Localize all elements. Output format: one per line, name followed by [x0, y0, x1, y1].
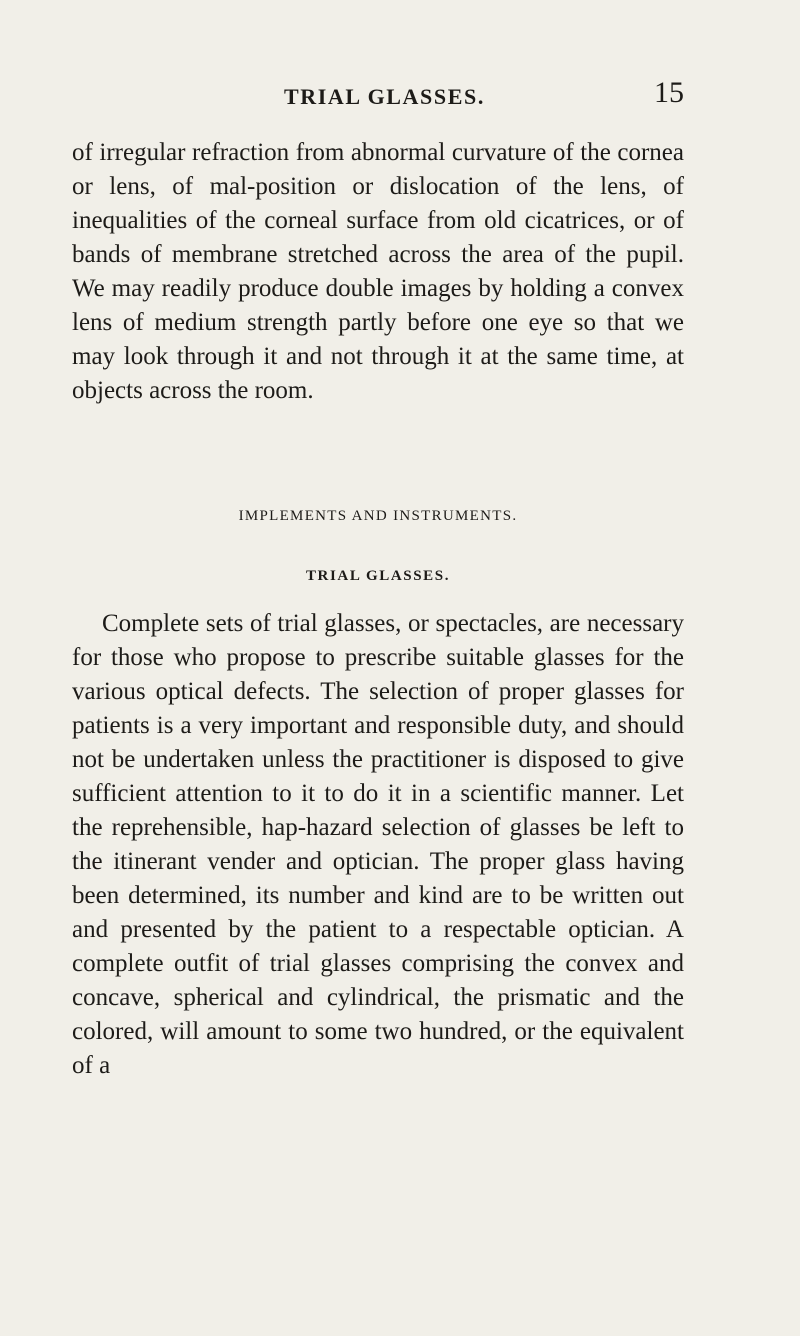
section-heading: IMPLEMENTS AND INSTRUMENTS. — [238, 508, 518, 524]
body-paragraph-continued: of irregular refraction from abnormal curvature of the cornea or lens, of mal-position or dislocation of the lens, of inequalities of the corneal surface from old cicatrices, or of bands of membrane stretched across the area of the pupil. We may readily produce double images by holding a convex lens of medium strength partly before one eye so that we may look through it and not through it at the same time, at objects across the room. — [72, 139, 684, 404]
page-number: 15 — [654, 76, 684, 109]
body-paragraph-trial-glasses: Complete sets of trial glasses, or spectacles, are necessary for those who propose to prescribe suitable glasses for the various optical defects. The selection of proper glasses for patients is a very important and responsible duty, and should not be undertaken unless the practitioner is disposed to give sufficient attention to it to do it in a scientific manner. Let the reprehensible, hap-hazard selection of glasses be left to the itinerant vender and optician. The proper glass having been determined, its number and kind are to be written out and presented by the patient to a respectable optician. A complete outfit of trial glasses comprising the convex and concave, spherical and cylindrical, the prismatic and the colored, will amount to some two hundred, or the equivalent of a — [72, 610, 684, 1079]
sub-heading: TRIAL GLASSES. — [305, 568, 451, 584]
running-head — [72, 76, 684, 120]
running-title: TRIAL GLASSES. — [284, 84, 485, 109]
